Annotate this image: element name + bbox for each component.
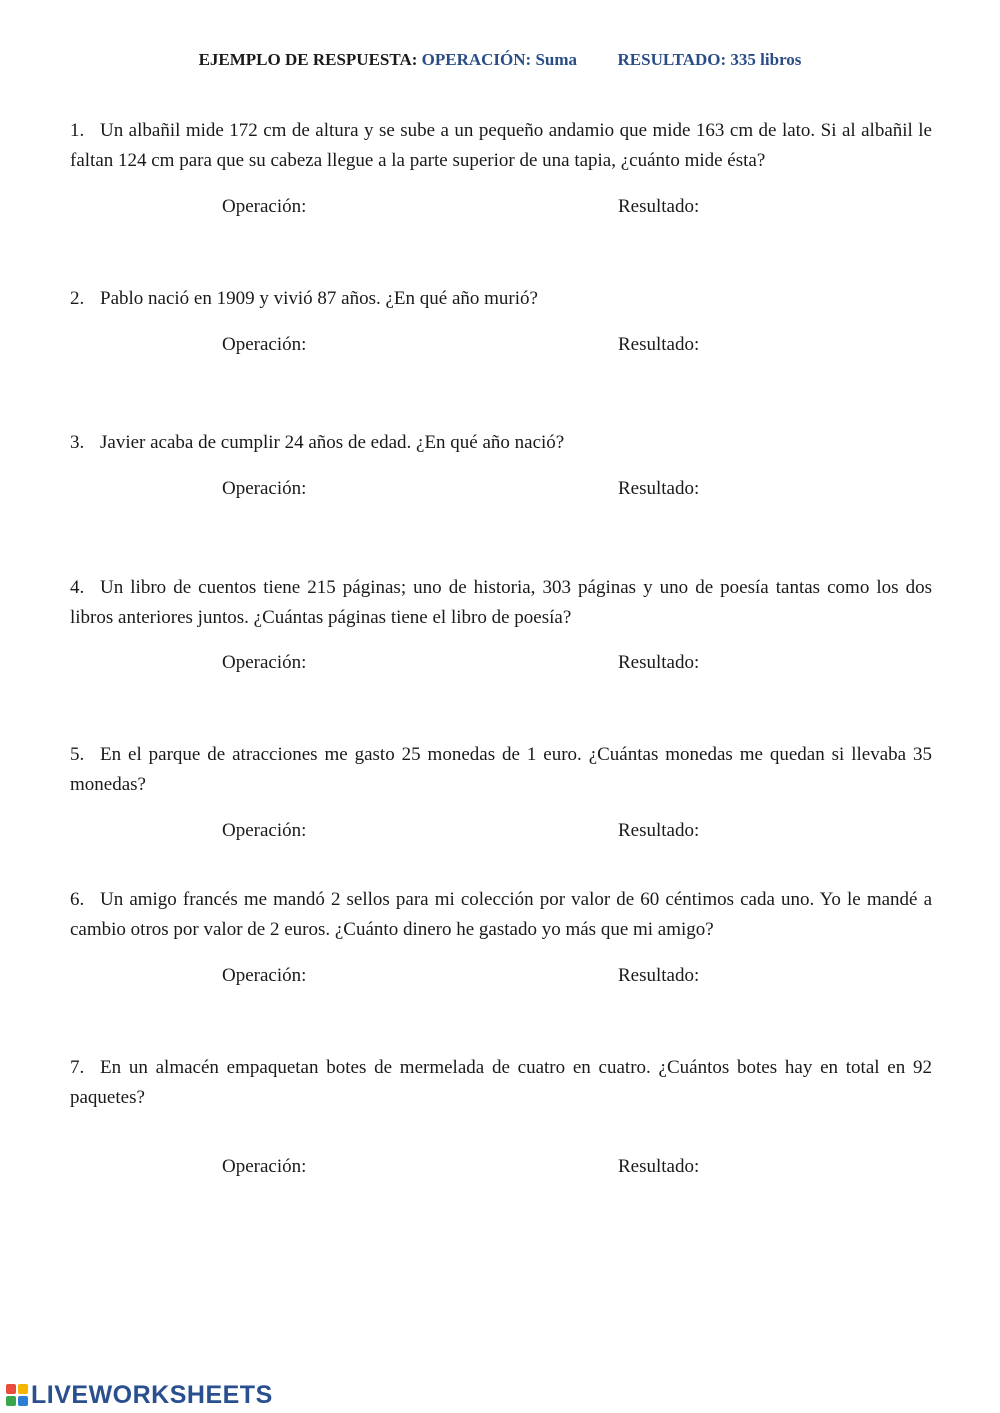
operation-label-5: Operación: [222,820,307,841]
operation-label-1: Operación: [222,196,307,217]
operation-label-6: Operación: [222,965,307,986]
question-2 [70,284,932,314]
question-text: En el parque de atracciones me gasto 25 monedas de 1 euro. ¿Cuántas monedas me quedan si llevaba 35 monedas? [70,744,932,795]
logo-text: LIVEWORKSHEETS [31,1380,273,1409]
example-label: EJEMPLO DE RESPUESTA [198,50,412,69]
operation-label-2: Operación: [222,334,307,355]
logo-square-red [6,1384,16,1394]
question-text: Pablo nació en 1909 y vivió 87 años. ¿En qué año murió? [100,288,538,309]
question-number: 5. [70,744,85,765]
operation-label-3: Operación: [222,478,307,499]
result-label-7: Resultado: [618,1156,700,1177]
question-text: Javier acaba de cumplir 24 años de edad. ¿En qué año nació? [100,432,565,453]
result-label-5: Resultado: [618,820,700,841]
question-number: 1. [70,120,85,141]
logo-square-yellow [18,1384,28,1394]
example-result: RESULTADO: 335 libros [617,50,802,69]
question-text: Un albañil mide 172 cm de altura y se sube a un pequeño andamio que mide 163 cm de lato. Si al albañil le faltan 124 cm para que su cabeza llegue a la parte superior de una tapia, ¿cuánto mide ésta? [70,120,932,171]
question-7 [70,1053,932,1112]
question-text: Un libro de cuentos tiene 215 páginas; uno de historia, 303 páginas y uno de poesía tantas como los dos libros anteriores juntos. ¿Cuántas páginas tiene el libro de poesía? [70,577,932,628]
example-answer-header [0,50,1000,70]
result-label-3: Resultado: [618,478,700,499]
liveworksheets-logo [6,1380,273,1410]
question-number: 7. [70,1057,85,1078]
result-label-2: Resultado: [618,334,700,355]
question-5 [70,740,932,799]
example-colon: : [411,50,418,69]
logo-square-blue [18,1396,28,1406]
question-number: 4. [70,577,85,598]
question-number: 2. [70,288,85,309]
logo-square-green [6,1396,16,1406]
operation-label-7: Operación: [222,1156,307,1177]
result-label-1: Resultado: [618,196,700,217]
question-number: 6. [70,889,85,910]
question-text: Un amigo francés me mandó 2 sellos para mi colección por valor de 60 céntimos cada uno. Yo le mandé a cambio otros por valor de 2 euros. ¿Cuánto dinero he gastado yo más que mi amigo? [70,889,932,940]
question-4 [70,573,932,632]
example-operation: OPERACIÓN: Suma [421,50,578,69]
question-6 [70,885,932,944]
result-label-4: Resultado: [618,652,700,673]
operation-label-4: Operación: [222,652,307,673]
question-number: 3. [70,432,85,453]
logo-mark-icon [6,1384,28,1406]
question-1 [70,116,932,175]
question-3 [70,428,932,458]
result-label-6: Resultado: [618,965,700,986]
question-text: En un almacén empaquetan botes de mermelada de cuatro en cuatro. ¿Cuántos botes hay en total en 92 paquetes? [70,1057,932,1108]
